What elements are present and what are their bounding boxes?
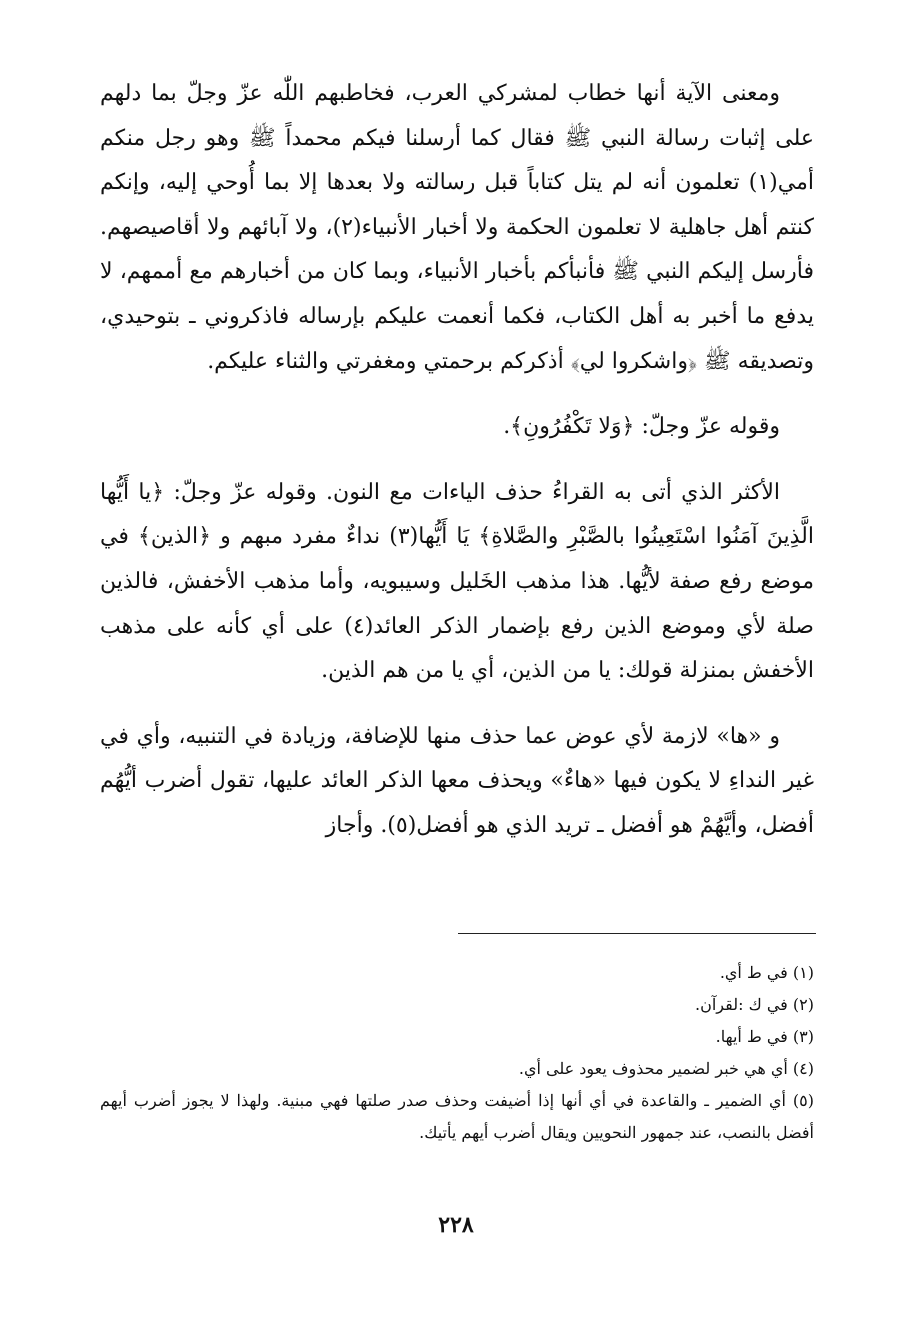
- footnote-3: (٣) في ط أيها.: [715, 1027, 814, 1046]
- footnote-2: (٢) في ك :لقرآن.: [695, 995, 814, 1014]
- footnote-separator: [458, 933, 816, 934]
- footnote-1: (١) في ط أي.: [719, 963, 814, 982]
- paragraph-1: ومعنى الآية أنها خطاب لمشركي العرب، فخاطبهم اللّٰه عزّ وجلّ بما دلهم على إثبات رسالة النبي ﷺ فقال كما أرسلنا فيكم محمداً ﷺ وهو رجل منكم أمي(١) تعلمون أنه لم يتل كتاباً قبل رسالته ولا بعدها إلا بما أُوحي إليه، وإنكم كنتم أهل جاهلية لا تعلمون الحكمة ولا أخبار الأنبياء(٢)، ولا آبائهم ولا أقاصيصهم. فأرسل إليكم النبي ﷺ فأنبأكم بأخبار الأنبياء، وبما كان من أخبارهم مع أممهم، لا يدفع ما أخبر به أهل الكتاب، فكما أنعمت عليكم بإرساله فاذكروني ـ بتوحيدي، وتصديقه ﷺ ﴿واشكروا لي﴾ أذكركم برحمتي ومغفرتي والثناء عليكم.: [100, 81, 814, 374]
- footnote-4: (٤) أي هي خبر لضمير محذوف يعود على أي.: [518, 1059, 814, 1078]
- footnote-5: (٥) أي الضمير ـ والقاعدة في أي أنها إذا أضيفت وحذف صدر صلتها فهي مبنية. ولهذا لا يجوز أضرب أيهم أفضل بالنصب، عند جمهور النحويين ويقال أضرب أيهم يأتيك.: [100, 1091, 814, 1142]
- paragraph-4: و «ها» لازمة لأي عوض عما حذف منها للإضافة، وزيادة في التنبيه، وأي في غير النداءِ لا يكون فيها «هاءٌ» ويحذف معها الذكر العائد عليها، تقول أضرب أيُّهُم أفضل، وأيَّهُمْ هو أفضل ـ تريد الذي هو أفضل(٥). وأجاز: [100, 723, 814, 838]
- footnotes: [100, 957, 814, 1149]
- page-number: ٢٢٨: [438, 1212, 474, 1238]
- main-text: [100, 72, 814, 849]
- paragraph-2: وقوله عزّ وجلّ: ﴿وَلا تَكْفُرُونِ﴾.: [503, 414, 780, 440]
- paragraph-3: الأكثر الذي أتى به القراءُ حذف الياءات مع النون. وقوله عزّ وجلّ: ﴿يا أَيُّها الَّذِينَ آمَنُوا اسْتَعِينُوا بالصَّبْرِ والصَّلاةِ﴾ يَا أَيُّها(٣) نداءٌ مفرد مبهم و ﴿الذين﴾ في موضع رفع صفة لأيُّها. هذا مذهب الخَليل وسيبويه، وأما مذهب الأخفش، فالذين صلة لأي وموضع الذين رفع بإضمار الذكر العائد(٤) على أي كأنه على مذهب الأخفش بمنزلة قولك: يا من الذين، أي يا من هم الذين.: [100, 479, 814, 684]
